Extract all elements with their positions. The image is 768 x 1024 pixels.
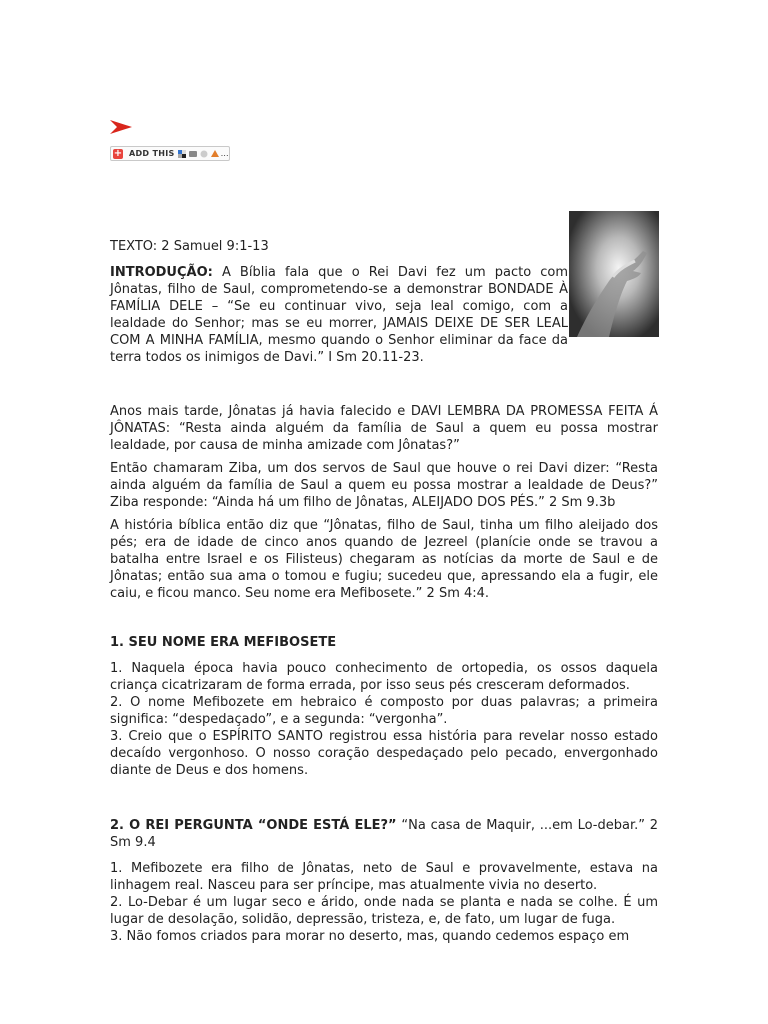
paragraph-2: Então chamaram Ziba, um dos servos de Saul que houve o rei Davi dizer: “Resta ainda alguém da família de Saul a quem eu possa mostrar a lealdade de Deus?” Ziba responde: “Ainda há um filho de Jônatas, ALEIJADO DOS PÉS.” 2 Sm 9.3b — [110, 461, 658, 510]
section-2-heading: 2. O REI PERGUNTA “ONDE ESTÁ ELE?” “Na casa de Maquir, ...em Lo-debar.” 2 Sm 9.4 — [110, 818, 658, 850]
paragraph-1: Anos mais tarde, Jônatas já havia falecido e DAVI LEMBRA DA PROMESSA FEITA Á JÔNATAS: “Resta ainda alguém da família de Saul a quem eu possa mostrar lealdade, por causa de minha amizade com Jônatas?” — [110, 404, 658, 453]
list-item: 2. Lo-Debar é um lugar seco e árido, onde nada se planta e nada se colhe. É um lugar de desolação, solidão, depressão, tristeza, e, de fato, um lugar de fuga. — [110, 895, 658, 927]
intro-paragraph — [110, 264, 568, 366]
section-1-list — [110, 660, 658, 779]
list-item: 3. Não fomos criados para morar no deserto, mas, quando cedemos espaço em — [110, 929, 630, 944]
plus-icon: + — [113, 147, 123, 159]
list-item: 2. O nome Mefibozete em hebraico é composto por duas palavras; a primeira significa: “despedaçado”, e a segunda: “vergonha”. — [110, 695, 658, 727]
delicious-icon — [178, 150, 186, 158]
intro-label: INTRODUÇÃO: — [110, 265, 213, 280]
reddit-icon — [200, 150, 208, 158]
list-item: 1. Naquela época havia pouco conhecimento de ortopedia, os ossos daquela criança cicatrizaram de forma errada, por isso seus pés cresceram deformados. — [110, 661, 658, 693]
section-1-heading: 1. SEU NOME ERA MEFIBOSETE — [110, 635, 337, 650]
list-item: 1. Mefibozete era filho de Jônatas, neto de Saul e provavelmente, estava na linhagem real. Nasceu para ser príncipe, mas atualmente vivia no deserto. — [110, 861, 658, 893]
list-item: 3. Creio que o ESPÍRITO SANTO registrou essa história para revelar nosso estado decaído vergonhoso. O nosso coração despedaçado pelo pecado, envergonhado diante de Deus e dos homens. — [110, 729, 658, 778]
red-arrow-icon — [110, 119, 132, 135]
more-ellipsis: … — [220, 149, 229, 158]
article-body — [110, 238, 658, 945]
digg-icon — [189, 150, 197, 158]
intro-body: A Bíblia fala que o Rei Davi fez um pacto com Jônatas, filho de Saul, comprometendo-se a demonstrar BONDADE À FAMÍLIA DELE – “Se eu continuar vivo, seja leal comigo, com a lealdade do Senhor; mas se eu morrer, JAMAIS DEIXE DE SER LEAL COM A MINHA FAMÍLIA, mesmo quando o Senhor eliminar da face da terra todos os inimigos de Davi.” I Sm 20.11-23. — [110, 265, 569, 365]
stumble-icon — [211, 150, 219, 158]
addthis-label: ADD THIS — [129, 149, 175, 158]
addthis-button[interactable] — [110, 146, 230, 161]
section-2-list — [110, 860, 658, 945]
text-reference: TEXTO: 2 Samuel 9:1-13 — [110, 239, 269, 254]
paragraph-3: A história bíblica então diz que “Jônatas, filho de Saul, tinha um filho aleijado dos pés; era de idade de cinco anos quando de Jezreel (planície onde se travou a batalha entre Israel e os Filisteus) chegaram as notícias da morte de Saul e de Jônatas; então sua ama o tomou e fugiu; sucedeu que, apressando ela a fugir, ele caiu, e ficou manco. Seu nome era Mefibosete.” 2 Sm 4:4. — [110, 518, 658, 601]
